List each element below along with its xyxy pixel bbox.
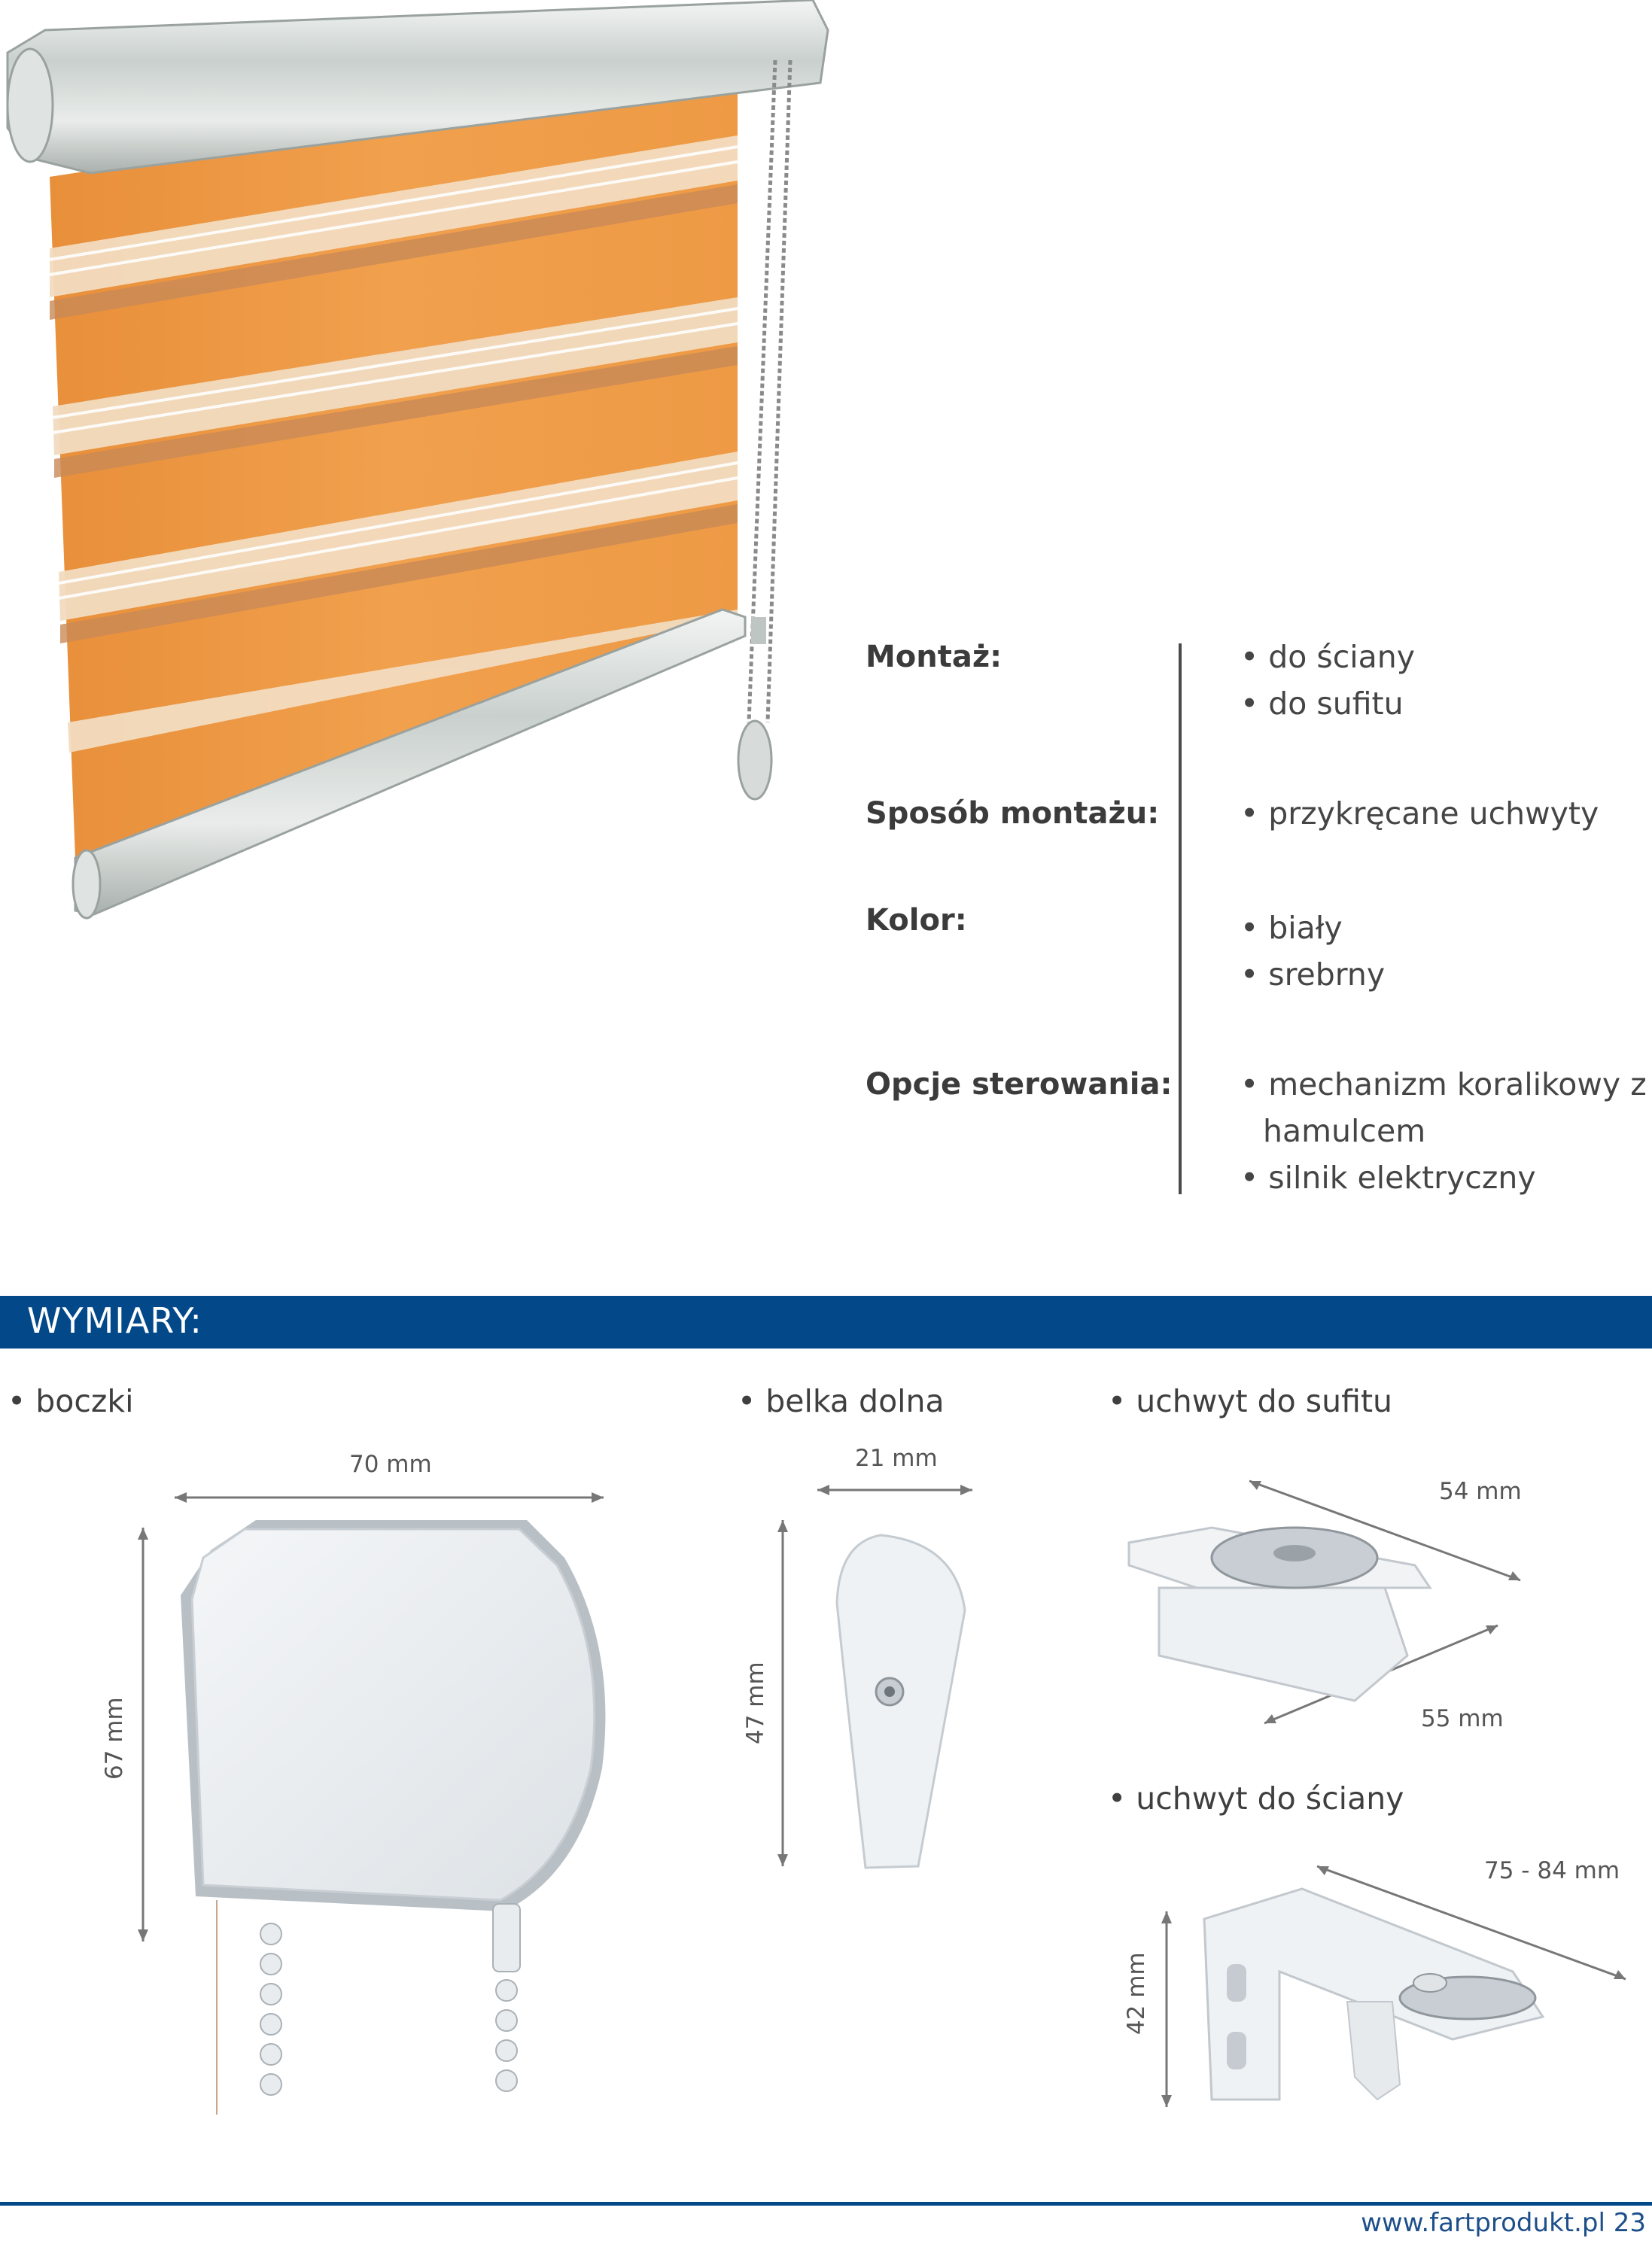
- spec-value-opcje-3: • silnik elektryczny: [1240, 1160, 1536, 1196]
- sciana-bracket-illustration: [1152, 1859, 1633, 2115]
- dim-sufit-a: 54 mm: [1439, 1478, 1522, 1505]
- spec-value-kolor-1: • biały: [1240, 910, 1343, 946]
- part-label-belka: • belka dolna: [738, 1383, 945, 1419]
- dim-sciana-b: 42 mm: [1123, 1952, 1150, 2035]
- section-header-band: [0, 1296, 1652, 1349]
- part-label-sufit: • uchwyt do sufitu: [1108, 1383, 1393, 1419]
- spec-value-kolor-2: • srebrny: [1240, 956, 1386, 993]
- dim-belka-height: 47 mm: [742, 1662, 769, 1744]
- belka-illustration: [768, 1475, 993, 1881]
- dim-boczki-width: 70 mm: [349, 1451, 432, 1478]
- spec-label-kolor: Kolor:: [866, 903, 967, 938]
- boczki-illustration: [128, 1482, 625, 2122]
- spec-label-opcje: Opcje sterowania:: [866, 1067, 1173, 1102]
- spec-value-montaz-2: • do sufitu: [1240, 686, 1404, 722]
- dim-boczki-height: 67 mm: [101, 1697, 128, 1780]
- spec-label-montaz: Montaż:: [866, 640, 1002, 674]
- spec-value-sposob-1: • przykręcane uchwyty: [1240, 795, 1599, 832]
- spec-label-sposob: Sposób montażu:: [866, 796, 1160, 831]
- dim-sciana-a: 75 - 84 mm: [1484, 1857, 1620, 1884]
- spec-value-montaz-1: • do ściany: [1240, 639, 1416, 675]
- spec-value-opcje-2: hamulcem: [1263, 1113, 1426, 1149]
- roller-blind-illustration: [0, 0, 843, 933]
- dim-sufit-b: 55 mm: [1421, 1705, 1504, 1732]
- sufit-bracket-illustration: [1114, 1475, 1535, 1738]
- footer-url-page: www.fartprodukt.pl 23: [1361, 2208, 1646, 2238]
- spec-divider: [1179, 643, 1182, 1194]
- spec-value-opcje-1: • mechanizm koralikowy z: [1240, 1066, 1647, 1102]
- footer-rule: [0, 2202, 1652, 2206]
- part-label-sciana: • uchwyt do ściany: [1108, 1780, 1404, 1817]
- section-title: WYMIARY:: [27, 1300, 202, 1341]
- part-label-boczki: • boczki: [8, 1383, 134, 1419]
- dim-belka-width: 21 mm: [855, 1445, 938, 1472]
